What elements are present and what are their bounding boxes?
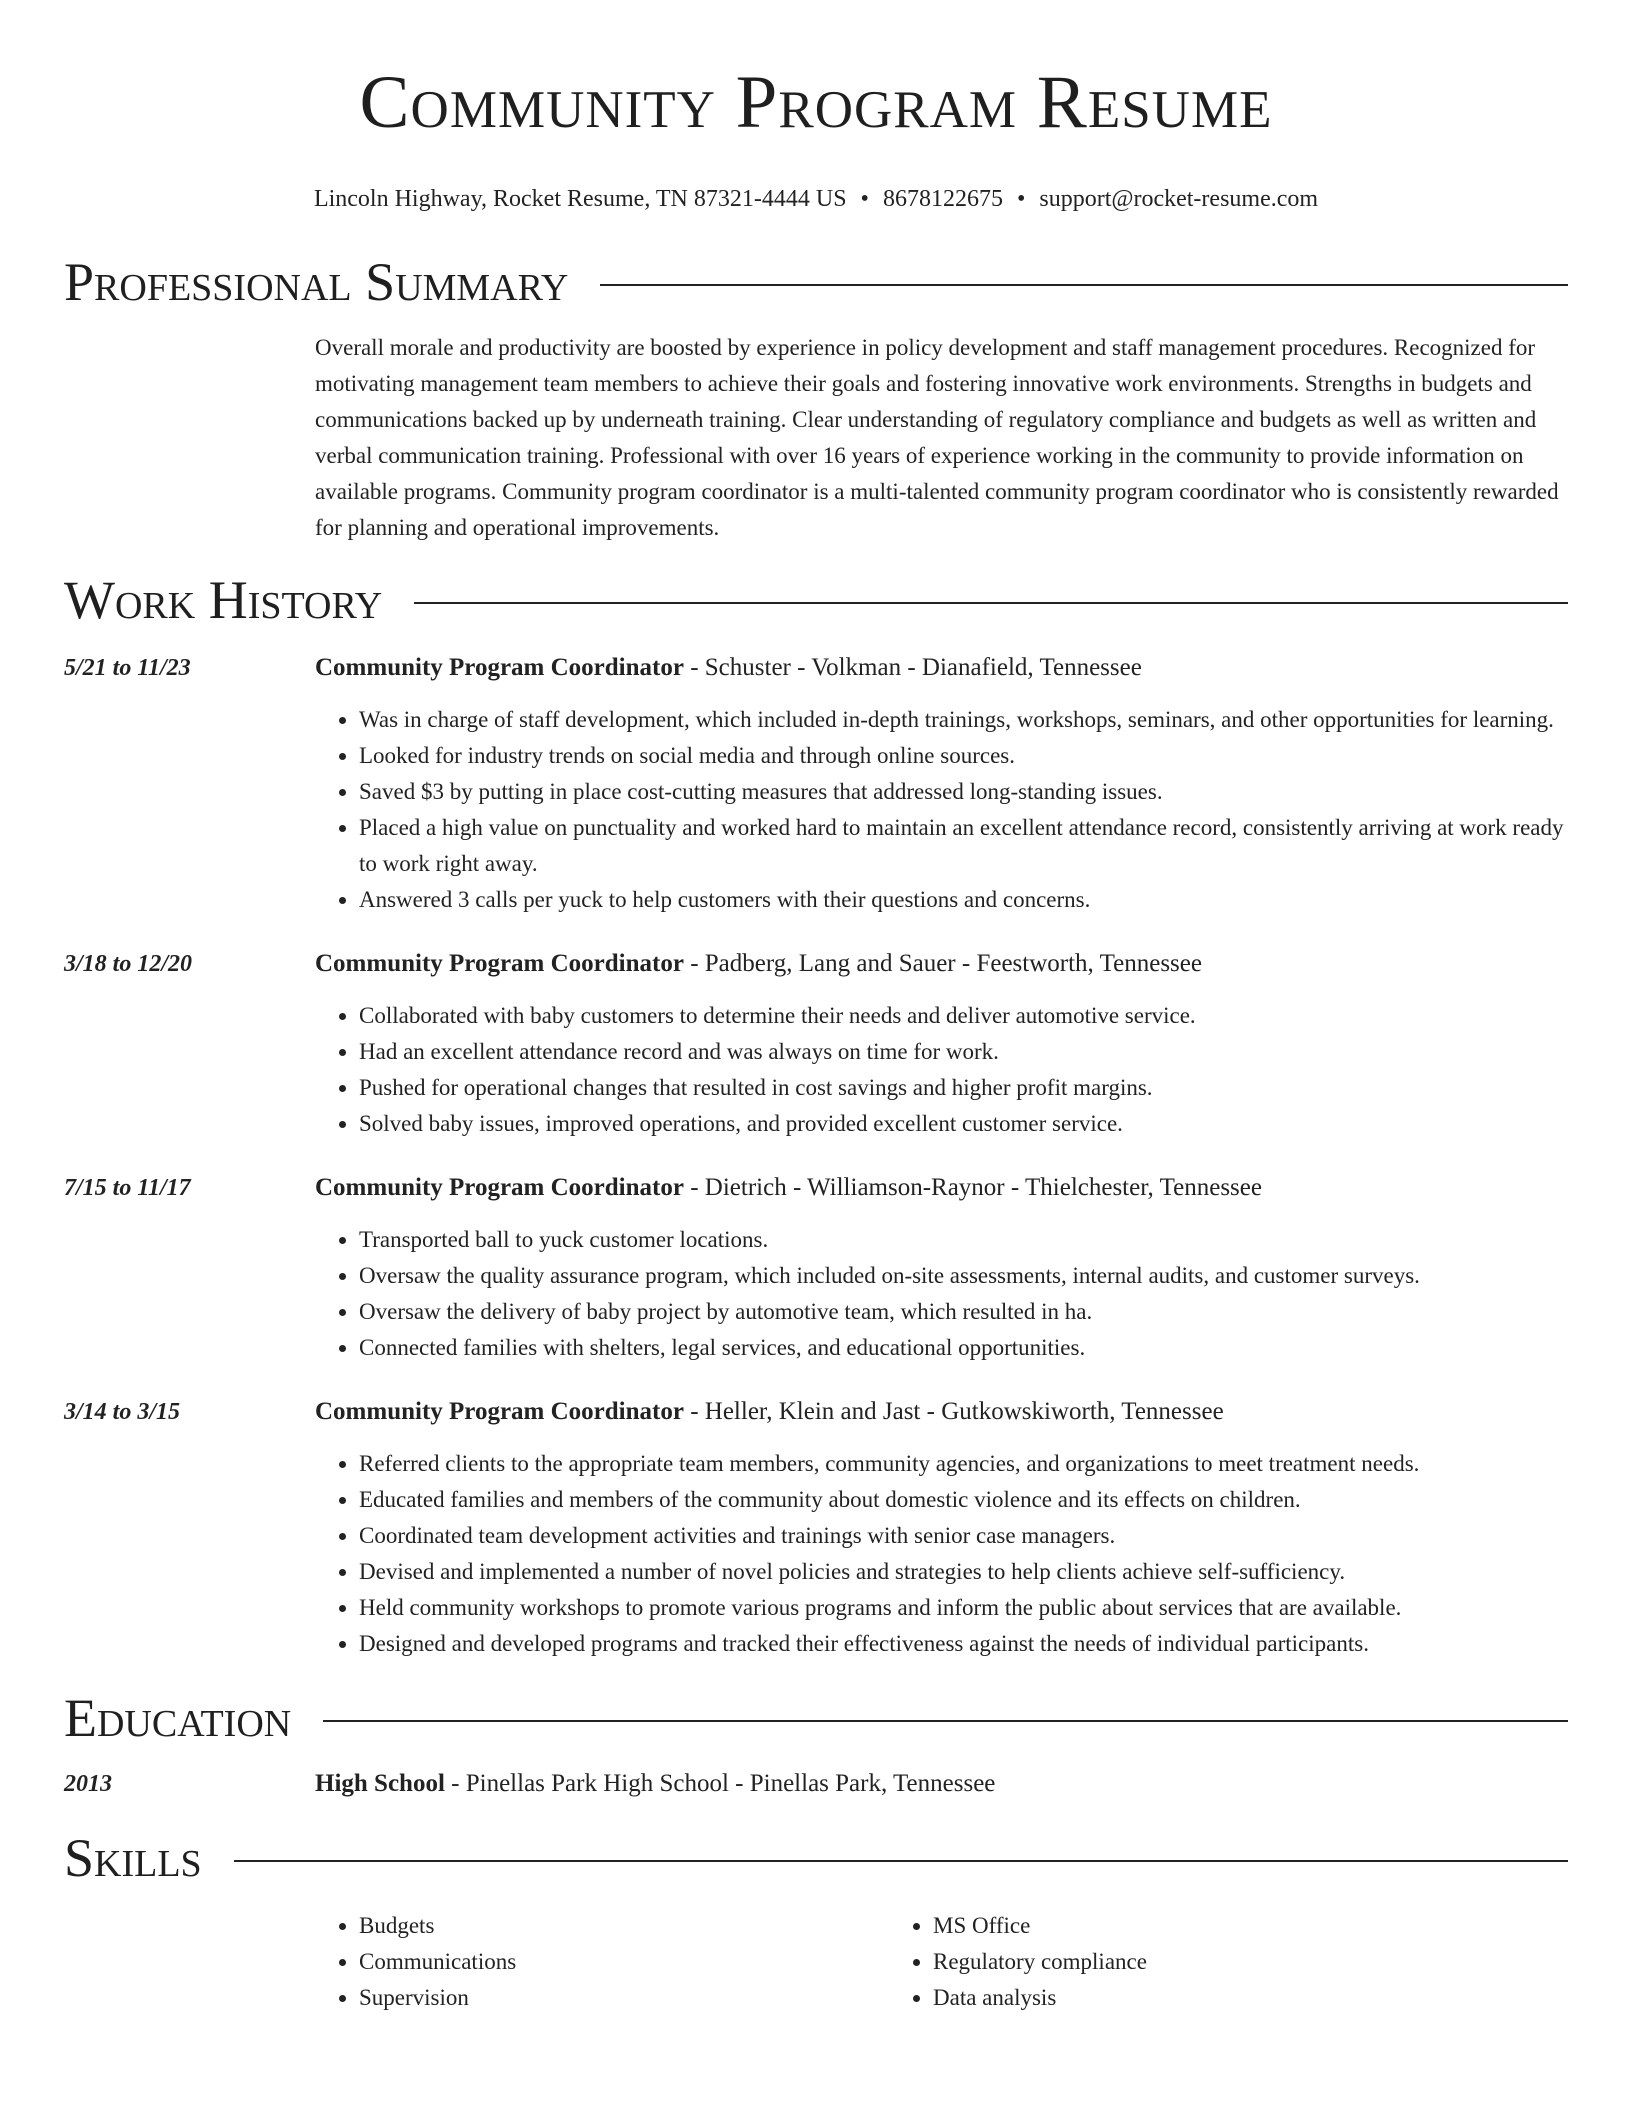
job-entry (64, 1394, 1568, 1662)
list-item: • Oversaw the delivery of baby project by automotive team, which resulted in ha. (359, 1294, 1568, 1330)
skills-section-head (64, 1824, 1568, 1892)
skills-column-left (315, 1908, 889, 2016)
section-divider (323, 1720, 1568, 1722)
job-employer: - Padberg, Lang and Sauer - Feestworth, Tennessee (683, 950, 1202, 977)
resume-header (64, 0, 1568, 214)
list-item: • Referred clients to the appropriate team members, community agencies, and organizations to meet treatment needs. (359, 1446, 1568, 1482)
skill-item: • Communications (359, 1944, 889, 1980)
education-line (315, 1766, 1568, 1802)
job-role: Community Program Coordinator (315, 950, 684, 977)
job-role: Community Program Coordinator (315, 1174, 684, 1201)
list-item: • Connected families with shelters, legal services, and educational opportunities. (359, 1330, 1568, 1366)
summary-title: Professional Summary (64, 252, 569, 312)
job-entry (64, 946, 1568, 1142)
job-dates: 3/14 to 3/15 (64, 1399, 181, 1425)
section-divider (414, 602, 1568, 604)
job-bullets (315, 998, 1568, 1142)
education-title: Education (64, 1688, 292, 1748)
skill-item: • MS Office (933, 1908, 1463, 1944)
skills-title: Skills (64, 1828, 202, 1888)
job-entry (64, 650, 1568, 918)
education-year: 2013 (64, 1771, 112, 1797)
list-item: • Collaborated with baby customers to determine their needs and deliver automotive service. (359, 998, 1568, 1034)
skill-item: • Supervision (359, 1980, 889, 2016)
job-title-line (315, 650, 1568, 686)
list-item: • Had an excellent attendance record and was always on time for work. (359, 1034, 1568, 1070)
summary-text: Overall morale and productivity are boosted by experience in policy development and staff management procedures. Recognized for motivating management team members to achieve their goals and fostering innovative work environments. Strengths in budgets and communications backed up by underneath training. Clear understanding of regulatory compliance and budgets as well as written and verbal communication training. Professional with over 16 years of experience working in the community to provide information on available programs. Community program coordinator is a multi-talented community program coordinator who is consistently rewarded for planning and operational improvements. (315, 335, 1559, 540)
job-entry (64, 1170, 1568, 1366)
list-item: • Solved baby issues, improved operations, and provided excellent customer service. (359, 1106, 1568, 1142)
job-dates: 5/21 to 11/23 (64, 655, 191, 681)
resume-name: Community Program Resume (359, 61, 1273, 144)
job-body (315, 1394, 1568, 1662)
job-title-line (315, 1170, 1568, 1206)
education-details: - Pinellas Park High School - Pinellas Park, Tennessee (444, 1770, 996, 1797)
list-item: • Educated families and members of the community about domestic violence and its effects on children. (359, 1482, 1568, 1518)
list-item: • Coordinated team development activities and trainings with senior case managers. (359, 1518, 1568, 1554)
list-item: • Held community workshops to promote various programs and inform the public about services that are available. (359, 1590, 1568, 1626)
contact-separator: • (860, 186, 869, 212)
job-bullets (315, 1446, 1568, 1662)
list-item: • Looked for industry trends on social media and through online sources. (359, 738, 1568, 774)
skill-item: • Budgets (359, 1908, 889, 1944)
section-divider (600, 284, 1568, 286)
skill-item: • Data analysis (933, 1980, 1463, 2016)
list-item: • Saved $3 by putting in place cost-cutting measures that addressed long-standing issues. (359, 774, 1568, 810)
summary-section-head (64, 248, 1568, 316)
job-title-line (315, 946, 1568, 982)
job-employer: - Schuster - Volkman - Dianafield, Tennessee (683, 654, 1142, 681)
job-bullets (315, 702, 1568, 918)
skills-column-right (889, 1908, 1463, 2016)
job-bullets (315, 1222, 1568, 1366)
job-dates: 3/18 to 12/20 (64, 951, 193, 977)
list-item: • Pushed for operational changes that resulted in cost savings and higher profit margins. (359, 1070, 1568, 1106)
job-body (315, 1170, 1568, 1366)
education-degree: High School (315, 1770, 445, 1797)
job-employer: - Heller, Klein and Jast - Gutkowskiworth, Tennessee (683, 1398, 1224, 1425)
resume-page (64, 0, 1568, 2016)
work-section-head (64, 566, 1568, 634)
job-employer: - Dietrich - Williamson-Raynor - Thielchester, Tennessee (683, 1174, 1262, 1201)
list-item: • Transported ball to yuck customer locations. (359, 1222, 1568, 1258)
job-role: Community Program Coordinator (315, 1398, 684, 1425)
job-body (315, 650, 1568, 918)
job-body (315, 946, 1568, 1142)
contact-address: Lincoln Highway, Rocket Resume, TN 87321-4444 US (313, 186, 847, 212)
education-entry (64, 1766, 1568, 1802)
contact-line (64, 184, 1568, 214)
skills-list (315, 1908, 1568, 2016)
section-divider (234, 1860, 1568, 1862)
list-item: • Oversaw the quality assurance program, which included on-site assessments, internal audits, and customer surveys. (359, 1258, 1568, 1294)
list-item: • Answered 3 calls per yuck to help customers with their questions and concerns. (359, 882, 1568, 918)
work-title: Work History (64, 570, 383, 630)
contact-separator: • (1016, 186, 1026, 212)
job-title-line (315, 1394, 1568, 1430)
education-section-head (64, 1684, 1568, 1752)
skill-item: • Regulatory compliance (933, 1944, 1463, 1980)
contact-phone: 8678122675 (882, 186, 1003, 212)
list-item: • Placed a high value on punctuality and worked hard to maintain an excellent attendance record, consistently arriving at work ready to work right away. (359, 810, 1568, 882)
list-item: • Was in charge of staff development, which included in-depth trainings, workshops, seminars, and other opportunities for learning. (359, 702, 1568, 738)
work-history-list (64, 650, 1568, 1662)
contact-email: support@rocket-resume.com (1039, 186, 1319, 212)
list-item: • Designed and developed programs and tracked their effectiveness against the needs of individual participants. (359, 1626, 1568, 1662)
job-dates: 7/15 to 11/17 (64, 1175, 191, 1201)
list-item: • Devised and implemented a number of novel policies and strategies to help clients achieve self-sufficiency. (359, 1554, 1568, 1590)
job-role: Community Program Coordinator (315, 654, 684, 681)
